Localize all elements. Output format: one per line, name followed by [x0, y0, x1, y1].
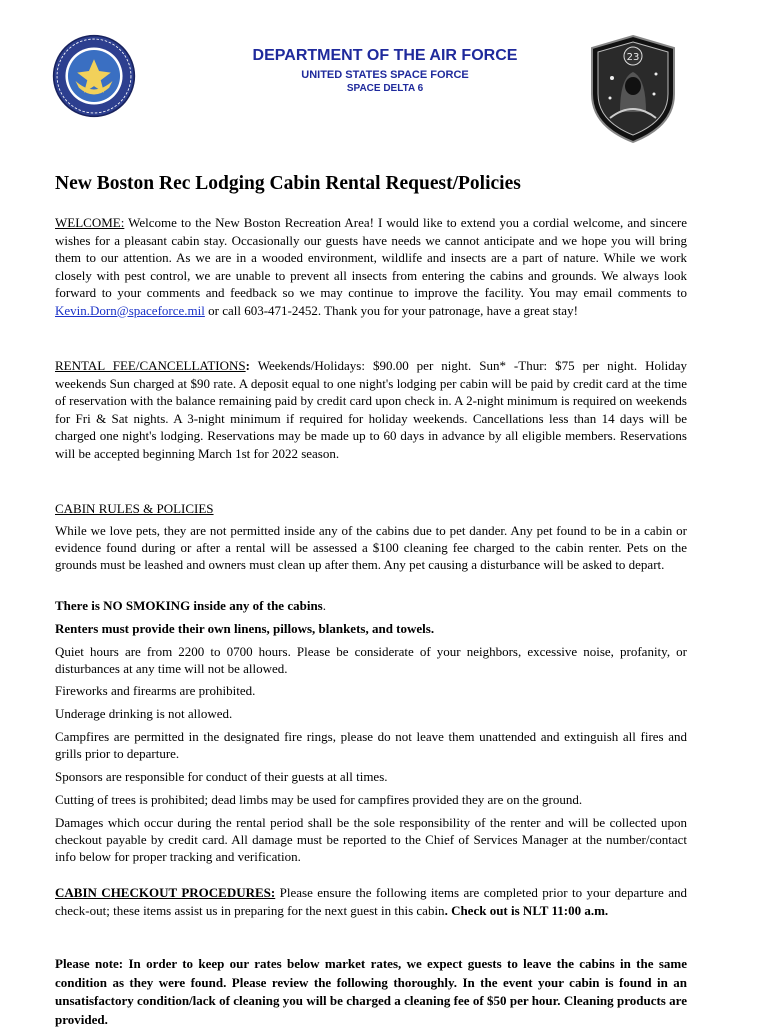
welcome-closing: or call 603-471-2452. Thank you for your patronage, have a great stay!	[204, 302, 578, 318]
rules-heading-text: CABIN RULES & POLICIES	[55, 501, 214, 516]
checkout-section	[55, 884, 687, 919]
checkout-time: . Check out is NLT 11:00 a.m.	[444, 902, 609, 918]
checkout-text: Please ensure the following items are completed prior to your departure and check-out; these items assist us in preparing for the next guest in this cabin	[55, 885, 687, 918]
rental-fee-section	[55, 357, 687, 462]
space-delta-heading: SPACE DELTA 6	[346, 83, 424, 94]
rule-sponsors: Sponsors are responsible for conduct of their guests at all times.	[55, 769, 388, 784]
rule-campfires: Campfires are permitted in the designated fire rings, please do not leave them unattended and extinguish all fires and grills prior to departure.	[55, 729, 687, 761]
document-title: New Boston Rec Lodging Cabin Rental Request/Policies	[55, 173, 521, 194]
checkout-label: CABIN CHECKOUT PROCEDURES:	[55, 885, 276, 900]
rental-colon: :	[245, 358, 250, 373]
welcome-label: WELCOME:	[55, 215, 125, 230]
rule-linens: Renters must provide their own linens, pillows, blankets, and towels.	[55, 621, 435, 636]
space-force-heading: UNITED STATES SPACE FORCE	[301, 69, 469, 81]
rental-label: RENTAL FEE/CANCELLATIONS	[55, 358, 246, 373]
rule-underage-drinking: Underage drinking is not allowed.	[55, 706, 233, 721]
space-delta-6-emblem	[588, 34, 678, 144]
rules-heading	[55, 500, 687, 518]
rule-cutting-trees: Cutting of trees is prohibited; dead limbs may be used for campfires provided they are on the ground.	[55, 792, 583, 807]
cleaning-fee-note: Please note: In order to keep our rates below market rates, we expect guests to leave the cabins in the same condition as they were found. Please review the following thoroughly. In the event your cabin is found in an unsatisfactory condition/lack of cleaning you will be charged a cleaning fee of $50 per hour. Cleaning products are provided.	[55, 956, 687, 1027]
rule-damages: Damages which occur during the rental period shall be the sole responsibility of the renter and will be collected upon checkout payable by credit card. All damage must be reported to the Chief of Services Manager at the number/contact info below for proper tracking and verification.	[55, 815, 687, 864]
rule-quiet-hours: Quiet hours are from 2200 to 0700 hours. Please be considerate of your neighbors, excessive noise, profanity, or disturbances at any time will not be allowed.	[55, 644, 687, 676]
email-link[interactable]: Kevin.Dorn@spaceforce.mil	[55, 302, 205, 318]
department-heading: DEPARTMENT OF THE AIR FORCE	[252, 47, 518, 64]
department-of-defense-seal	[52, 34, 136, 118]
pets-policy: While we love pets, they are not permitted inside any of the cabins due to pet dander. Any pet found to be in a cabin or evidence found during or after a rental will be assessed a $100 cleaning fee charged to the cabin renter. Pets on the grounds must be leashed and owners must clean up after them. Any pet causing a disturbance will be asked to depart.	[55, 523, 687, 572]
rule-tail: .	[322, 598, 326, 613]
emblem-number: 23	[626, 52, 640, 63]
rule-no-smoking	[55, 597, 687, 614]
welcome-text: Welcome to the New Boston Recreation Area! I would like to extend you a cordial welcome, and sincere wishes for a pleasant cabin stay. Occasionally our guests have needs we cannot anticipate and we hope you will bring them to our attention. As we are in a wooded environment, wildlife and insects are a part of nature. While we work closely with pest control, we are unable to prevent all insects from entering the cabins and grounds. We always look forward to your comments and feedback so we may continue to improve the facility. You may email comments to	[55, 215, 687, 300]
rule-text: There is NO SMOKING inside any of the cabins	[55, 598, 323, 613]
rule-fireworks: Fireworks and firearms are prohibited.	[55, 683, 256, 698]
welcome-section	[55, 214, 687, 319]
rental-text: Weekends/Holidays: $90.00 per night. Sun* -Thur: $75 per night. Holiday weekends Sun charged at $90 rate. A deposit equal to one night's lodging per cabin will be paid by credit card at the time of reservation with the balance remaining paid by credit card upon check in. A 2-night minimum is required on weekends for Fri & Sat nights. A 3-night minimum if required for holiday weekends. Cancellations less than 14 days will be charged one night's lodging. Reservations may be made up to 60 days in advance by all eligible members. Reservations will be accepted beginning March 1st for 2022 season.	[55, 358, 688, 461]
